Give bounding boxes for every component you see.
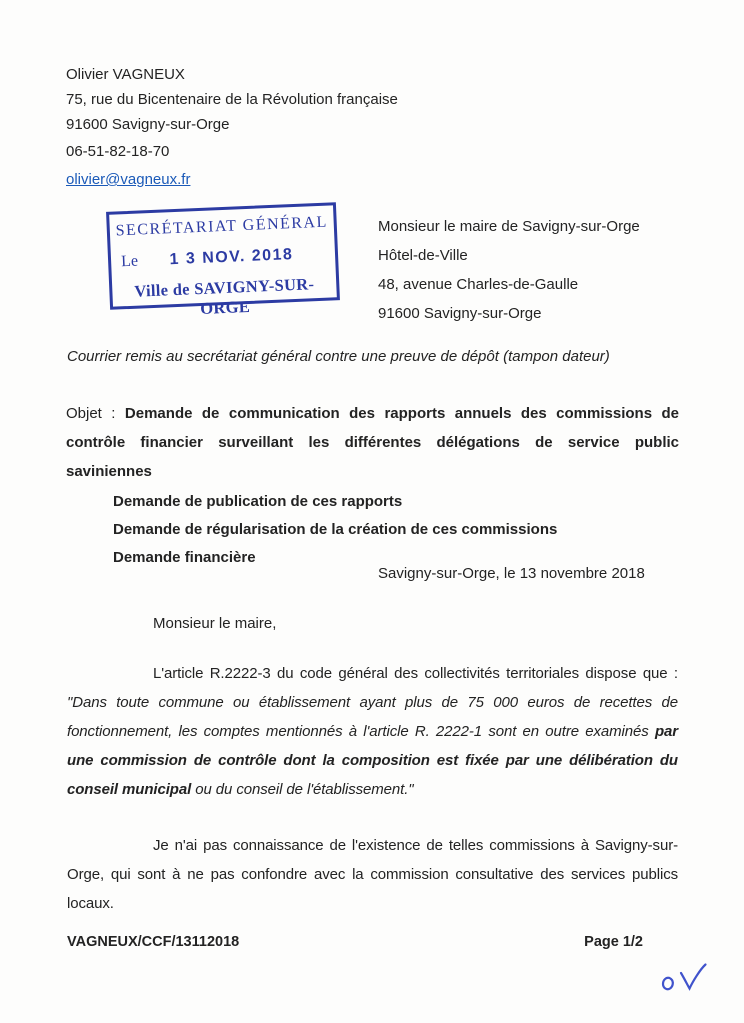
subject-label: Objet :: [66, 405, 125, 422]
sender-phone: 06-51-82-18-70: [66, 143, 170, 160]
p1-intro: L'article R.2222-3 du code général des collectivités territoriales dispose que :: [153, 665, 678, 682]
dateline: Savigny-sur-Orge, le 13 novembre 2018: [378, 565, 645, 582]
sender-city: 91600 Savigny-sur-Orge: [66, 116, 230, 133]
footer-page-number: Page 1/2: [584, 934, 643, 950]
body-paragraph-2: Je n'ai pas connaissance de l'existence de telles commissions à Savigny-sur-Orge, qui sont à ne pas confondre avec la commission consultative des services publics locaux.: [67, 837, 678, 912]
sender-name: Olivier VAGNEUX: [66, 66, 185, 83]
subject-item-4: Demande financière: [113, 549, 256, 566]
sender-block: [66, 62, 398, 192]
p1-quote-bold: par une commission de contrôle dont la composition est fixée par une délibération du conseil municipal: [67, 723, 678, 798]
recipient-line-3: 48, avenue Charles-de-Gaulle: [378, 276, 579, 293]
salutation: Monsieur le maire,: [153, 615, 277, 632]
recipient-line-1: Monsieur le maire de Savigny-sur-Orge: [378, 218, 640, 235]
handwritten-initials-ov: [656, 958, 722, 1002]
subject-main-line: [66, 399, 679, 486]
footer-reference: VAGNEUX/CCF/13112018: [67, 934, 240, 950]
subject-item-2: Demande de publication de ces rapports: [113, 493, 403, 510]
body-paragraph-1: [67, 659, 678, 804]
stamp-city-label: Ville de SAVIGNY-SUR-ORGE: [134, 274, 315, 318]
recipient-block: [378, 212, 640, 328]
stamp-le-label: Le: [120, 252, 139, 271]
p1-quote-start: "Dans toute commune ou établissement ayant plus de 75 000 euros de recettes de fonctionnement, les comptes mentionnés à l'article R. 2222-1 sont en outre examinés: [67, 694, 678, 740]
delivery-note: Courrier remis au secrétariat général contre une preuve de dépôt (tampon dateur): [67, 348, 610, 365]
subject-item-1: Demande de communication des rapports annuels des commissions de contrôle financier surveillant les différentes délégations de service public saviniennes: [66, 405, 679, 480]
p1-quote-end: ou du conseil de l'établissement.": [191, 781, 414, 798]
subject-item-3: Demande de régularisation de la création de ces commissions: [113, 521, 558, 538]
footer: [67, 934, 643, 950]
recipient-line-2: Hôtel-de-Ville: [378, 247, 468, 264]
registry-date-stamp: [106, 202, 340, 318]
recipient-line-4: 91600 Savigny-sur-Orge: [378, 305, 542, 322]
stamp-office-label: SECRÉTARIAT GÉNÉRAL: [115, 213, 329, 240]
sender-street: 75, rue du Bicentenaire de la Révolution française: [66, 91, 398, 108]
stamp-date: 1 3 NOV. 2018: [169, 246, 294, 269]
sender-email-link[interactable]: olivier@vagneux.fr: [66, 171, 191, 188]
stamp-date-row: [111, 244, 336, 271]
subject-block: [66, 399, 679, 572]
